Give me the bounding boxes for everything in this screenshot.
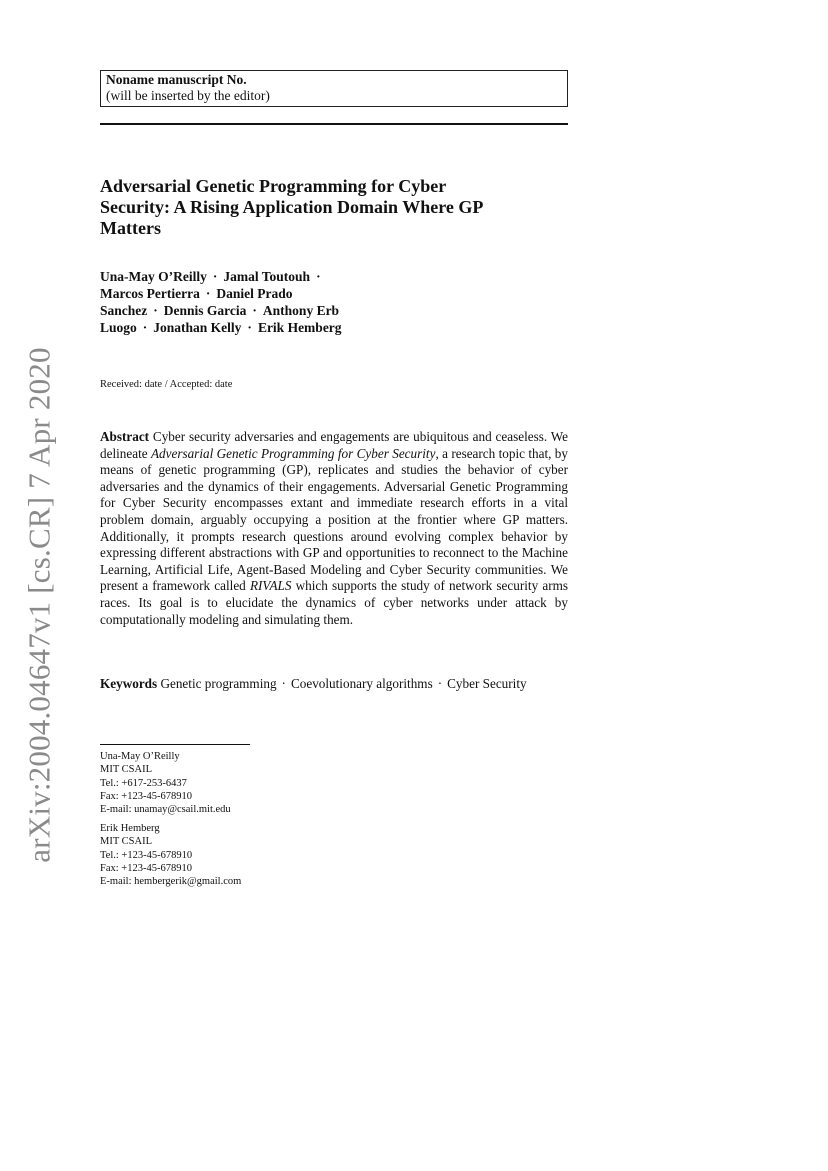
abstract-text: , a research topic that, by means of genetic programming (GP), replicates and studies the behavior of cyber adversaries and the dynamics of their engagements. Adversarial Genetic Programming for Cyber Security encompasses extant and immediate research efforts in a vital problem domain, arguably occupying a position at the frontier where GP matters. Additionally, it prompts research questions around evolving complex behavior by expressing different abstractions with GP and opportunities to reconnect to the Machine Learning, Artificial Life, Agent-Based Modeling and Cyber Security communities. We present a framework called	[100, 445, 568, 594]
footnote-rule	[100, 744, 250, 745]
author-separator: ·	[316, 269, 321, 284]
keyword: Genetic programming	[160, 676, 277, 691]
abstract-label: Abstract	[100, 429, 150, 444]
manuscript-number: Noname manuscript No.	[106, 72, 247, 87]
received-date: Received: date / Accepted: date	[100, 379, 233, 390]
keyword: Coevolutionary algorithms	[290, 676, 433, 691]
author-name: Anthony Erb	[262, 303, 340, 318]
contact-email: E-mail: unamay@csail.mit.edu	[100, 804, 231, 816]
keywords	[100, 676, 568, 693]
abstract-emphasis: RIVALS	[249, 578, 292, 594]
author-name: Daniel Prado	[216, 286, 293, 301]
author-name: Luogo	[100, 320, 137, 335]
author-name: Jonathan Kelly	[153, 320, 242, 335]
contact-affiliation: MIT CSAIL	[100, 764, 153, 776]
manuscript-box	[100, 70, 568, 107]
author-name: Una-May O’Reilly	[100, 269, 207, 284]
abstract	[100, 429, 568, 628]
keyword-separator: ·	[281, 676, 286, 691]
contact-fax: Fax: +123-45-678910	[100, 790, 192, 802]
abstract-text: which supports the study of network security arms races. Its goal is to elucidate the dynamics of cyber networks under attack by computationally modeling and simulating them.	[100, 578, 568, 627]
contact-email: E-mail: hembergerik@gmail.com	[100, 876, 242, 888]
contact-block	[100, 750, 400, 816]
author-line	[100, 302, 570, 319]
abstract-text: Cyber security adversaries and engagements are ubiquitous and ceaseless. We delineate	[100, 429, 568, 461]
author-list	[100, 268, 570, 336]
author-separator: ·	[153, 303, 158, 318]
author-separator: ·	[205, 286, 211, 301]
contact-name: Erik Hemberg	[100, 823, 160, 834]
contact-name: Una-May O’Reilly	[100, 751, 180, 762]
author-separator: ·	[212, 269, 218, 284]
author-separator: ·	[247, 320, 252, 335]
author-name: Marcos Pertierra	[100, 286, 200, 301]
arxiv-stamp	[18, 347, 62, 863]
author-name: Sanchez	[100, 303, 148, 318]
title-line: Adversarial Genetic Programming for Cyber	[100, 176, 447, 196]
contact-tel: Tel.: +617-253-6437	[100, 777, 187, 789]
manuscript-note: (will be inserted by the editor)	[106, 88, 270, 103]
contact-tel: Tel.: +123-45-678910	[100, 849, 193, 861]
header-rule	[100, 123, 568, 125]
author-name: Dennis Garcia	[163, 303, 247, 318]
author-line	[100, 319, 570, 336]
author-name: Jamal Toutouh	[223, 269, 311, 284]
title-line: Security: A Rising Application Domain Where GP	[100, 197, 484, 217]
abstract-emphasis: Adversarial Genetic Programming for Cyber Security	[150, 445, 436, 461]
author-line	[100, 285, 570, 302]
keyword-separator: ·	[437, 676, 443, 691]
title-line: Matters	[100, 218, 161, 238]
arxiv-stamp-text: arXiv:2004.04647v1 [cs.CR] 7 Apr 2020	[22, 347, 58, 863]
author-separator: ·	[142, 320, 148, 335]
contact-block	[100, 822, 400, 888]
author-line	[100, 268, 570, 285]
keywords-label: Keywords	[100, 676, 158, 691]
contact-affiliation: MIT CSAIL	[100, 836, 153, 848]
contact-fax: Fax: +123-45-678910	[100, 862, 192, 874]
author-separator: ·	[252, 303, 257, 318]
paper-title	[100, 176, 570, 239]
keyword: Cyber Security	[447, 676, 527, 691]
author-name: Erik Hemberg	[257, 320, 342, 335]
